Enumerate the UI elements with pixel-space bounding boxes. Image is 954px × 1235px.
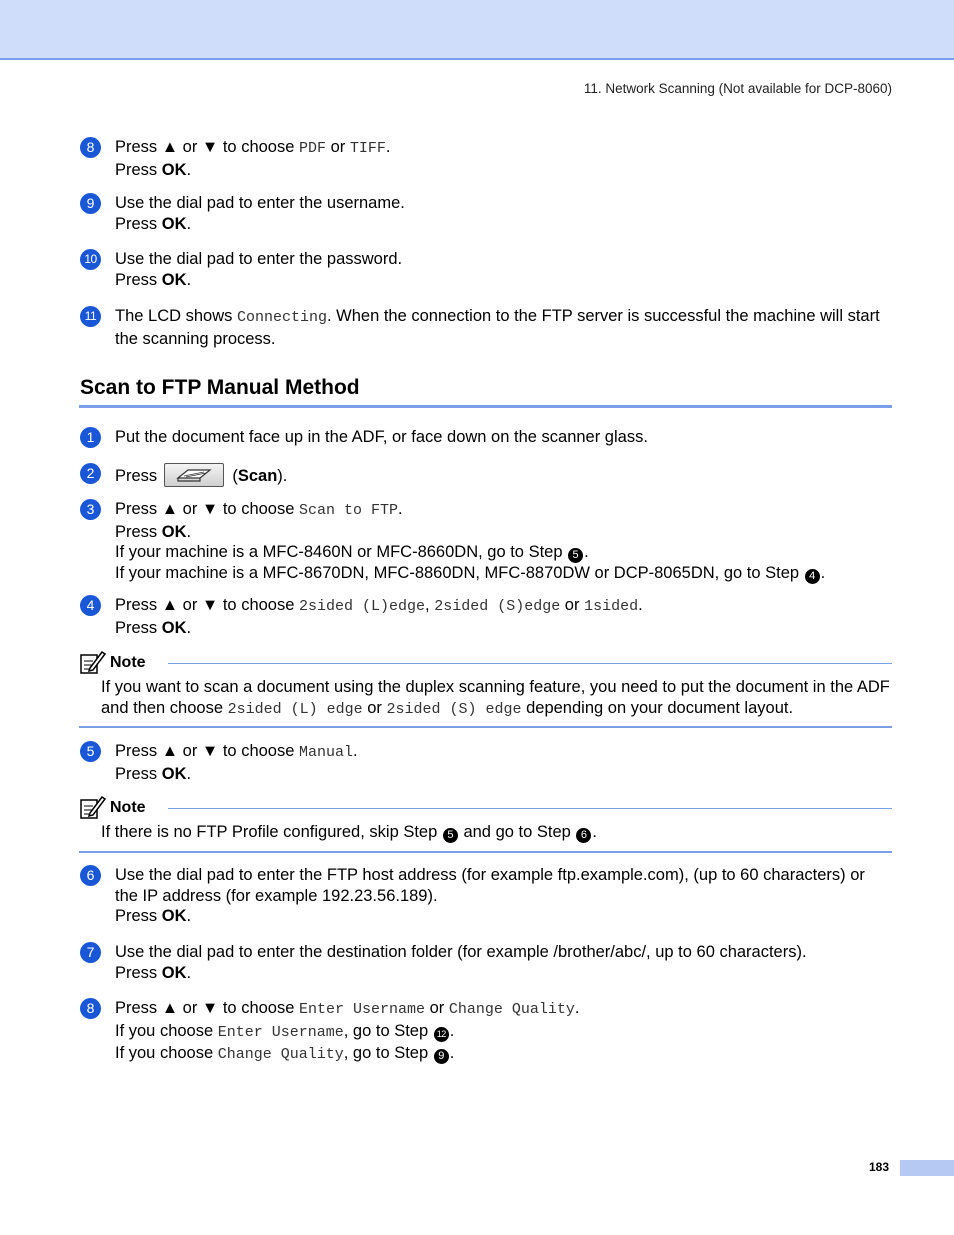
text-run: . [385,138,391,156]
text-run: . [449,1021,455,1040]
step-text [115,463,892,487]
step-number-badge: 10 [80,249,101,270]
step-number-badge: 6 [80,865,101,886]
text-run: The LCD shows [115,307,237,325]
text-run: . When the connection to the FTP server is successful the machine will start the scanning process. [115,307,880,348]
text-run: Press [115,764,162,783]
step-text [115,137,892,180]
text-run: Press [115,214,162,233]
note-rule [168,663,892,664]
footer-band [900,1160,954,1176]
text-run: Press ▲ or ▼ to choose [115,500,299,518]
text-run: . [186,160,192,179]
step-reference-badge: 9 [434,1049,449,1064]
text-run: . [186,764,192,783]
lcd-option-text: TIFF [349,140,386,157]
top-header-band [0,0,954,60]
text-run: Use the dial pad to enter the destination folder (for example /brother/abc/, up to 60 characters). [115,943,807,961]
text-run: or [560,596,585,614]
step-text [115,193,892,234]
text-run: . [398,500,403,518]
text-run: Put the document face up in the ADF, or face down on the scanner glass. [115,428,648,446]
text-run: Press [115,160,162,179]
bold-key-label: OK [161,963,187,982]
bold-key-label: OK [161,214,187,233]
text-run: . [186,618,192,637]
lcd-option-text: 2sided (S) edge [386,700,522,718]
note-label: Note [110,654,146,671]
text-run: If you want to scan a document using the duplex scanning feature, you need to put the document in the ADF and then choose [101,678,890,717]
step-text [115,427,892,448]
scan-key-icon [164,463,224,487]
note-duplex [79,650,892,730]
text-run: . [820,564,826,582]
section-title: Scan to FTP Manual Method [80,376,360,399]
section-rule [79,405,892,408]
lcd-option-text: Change Quality [448,1001,575,1018]
note-bottom-rule [79,851,892,853]
bold-key-label: OK [161,764,187,783]
note-label: Note [110,799,146,816]
step-number-badge: 4 [80,595,101,616]
text-run: . [353,742,358,760]
bold-key-label: OK [161,522,187,541]
page-number: 183 [869,1160,890,1174]
lcd-option-text: Scan to FTP [298,502,399,519]
note-no-profile [79,795,892,855]
text-run: Press [115,963,162,982]
text-run: or [425,999,449,1017]
note-rule [168,808,892,809]
step-text [115,998,892,1066]
step-reference-badge: 5 [568,548,583,563]
text-run: If there is no FTP Profile configured, skip Step [101,823,442,841]
note-text [101,677,892,720]
text-run: . [584,543,589,561]
text-run: . [186,907,192,925]
step-text [115,865,892,927]
lcd-option-text: Enter Username [298,1001,426,1018]
text-run: and go to Step [458,823,576,841]
text-run: . [638,596,643,614]
text-run: . [186,963,192,982]
text-run: Use the dial pad to enter the password. [115,250,403,268]
text-run: or [362,698,387,717]
step-number-badge: 1 [80,427,101,448]
text-run: . [449,1044,455,1062]
lcd-option-text: Connecting [236,309,327,326]
text-run: ( [227,467,238,485]
text-run: ). [277,467,288,485]
step-text [115,741,892,784]
text-run: If your machine is a MFC-8670DN, MFC-8860DN, MFC-8870DW or DCP-8065DN, go to Step [115,564,804,582]
step-reference-badge: 12 [434,1027,449,1042]
lcd-option-text: Change Quality [217,1046,344,1063]
lcd-option-text: 2sided (L)edge [298,598,426,615]
text-run: Use the dial pad to enter the FTP host address (for example ftp.example.com), (up to 60 characters) or the IP address (for example 192.23.56.189). [115,866,865,905]
text-run: . [592,823,597,841]
text-run: Press [115,618,162,637]
step-text [115,249,892,290]
bold-key-label: OK [161,907,187,925]
bold-key-label: OK [161,160,187,179]
running-header: 11. Network Scanning (Not available for DCP-8060) [583,81,892,96]
step-number-badge: 9 [80,193,101,214]
note-pencil-icon [80,795,106,819]
text-run: or [326,138,350,156]
lcd-option-text: 2sided (L) edge [227,700,363,718]
text-run: Press [115,467,162,485]
text-run: If you choose [115,1044,218,1062]
text-run: , go to Step [343,1021,433,1040]
text-run: . [186,214,192,233]
bold-key-label: Scan [237,467,278,485]
text-run: , [425,596,435,614]
lcd-option-text: PDF [298,140,326,157]
lcd-option-text: 1sided [584,598,639,615]
step-number-badge: 8 [80,137,101,158]
step-number-badge: 5 [80,741,101,762]
step-text [115,306,892,349]
step-text [115,499,892,584]
note-bottom-rule [79,726,892,728]
step-number-badge: 2 [80,463,101,484]
step-number-badge: 3 [80,499,101,520]
text-run: Press [115,907,162,925]
text-run: . [574,999,580,1017]
text-run: Press [115,270,162,289]
text-run: If you choose [115,1021,218,1040]
text-run: , go to Step [343,1044,433,1062]
text-run: Press ▲ or ▼ to choose [115,138,299,156]
text-run: If your machine is a MFC-8460N or MFC-8660DN, go to Step [115,543,568,561]
lcd-option-text: Manual [298,744,353,761]
text-run: Use the dial pad to enter the username. [115,194,405,212]
text-run: depending on your document layout. [521,698,794,717]
bold-key-label: OK [161,618,187,637]
text-run: Press ▲ or ▼ to choose [115,742,299,760]
step-text [115,595,892,638]
step-reference-badge: 6 [576,828,591,843]
text-run: Press ▲ or ▼ to choose [115,596,299,614]
text-run: Press [115,522,162,541]
lcd-option-text: Enter Username [217,1023,344,1041]
step-text [115,942,892,983]
bold-key-label: OK [161,270,187,289]
step-number-badge: 11 [80,306,101,327]
lcd-option-text: 2sided (S)edge [434,598,561,615]
step-reference-badge: 5 [443,828,458,843]
text-run: . [186,270,192,289]
note-text [101,822,892,843]
text-run: Press ▲ or ▼ to choose [115,999,299,1017]
step-reference-badge: 4 [805,569,820,584]
step-number-badge: 7 [80,942,101,963]
note-pencil-icon [80,650,106,674]
step-number-badge: 8 [80,998,101,1019]
text-run: . [186,522,192,541]
